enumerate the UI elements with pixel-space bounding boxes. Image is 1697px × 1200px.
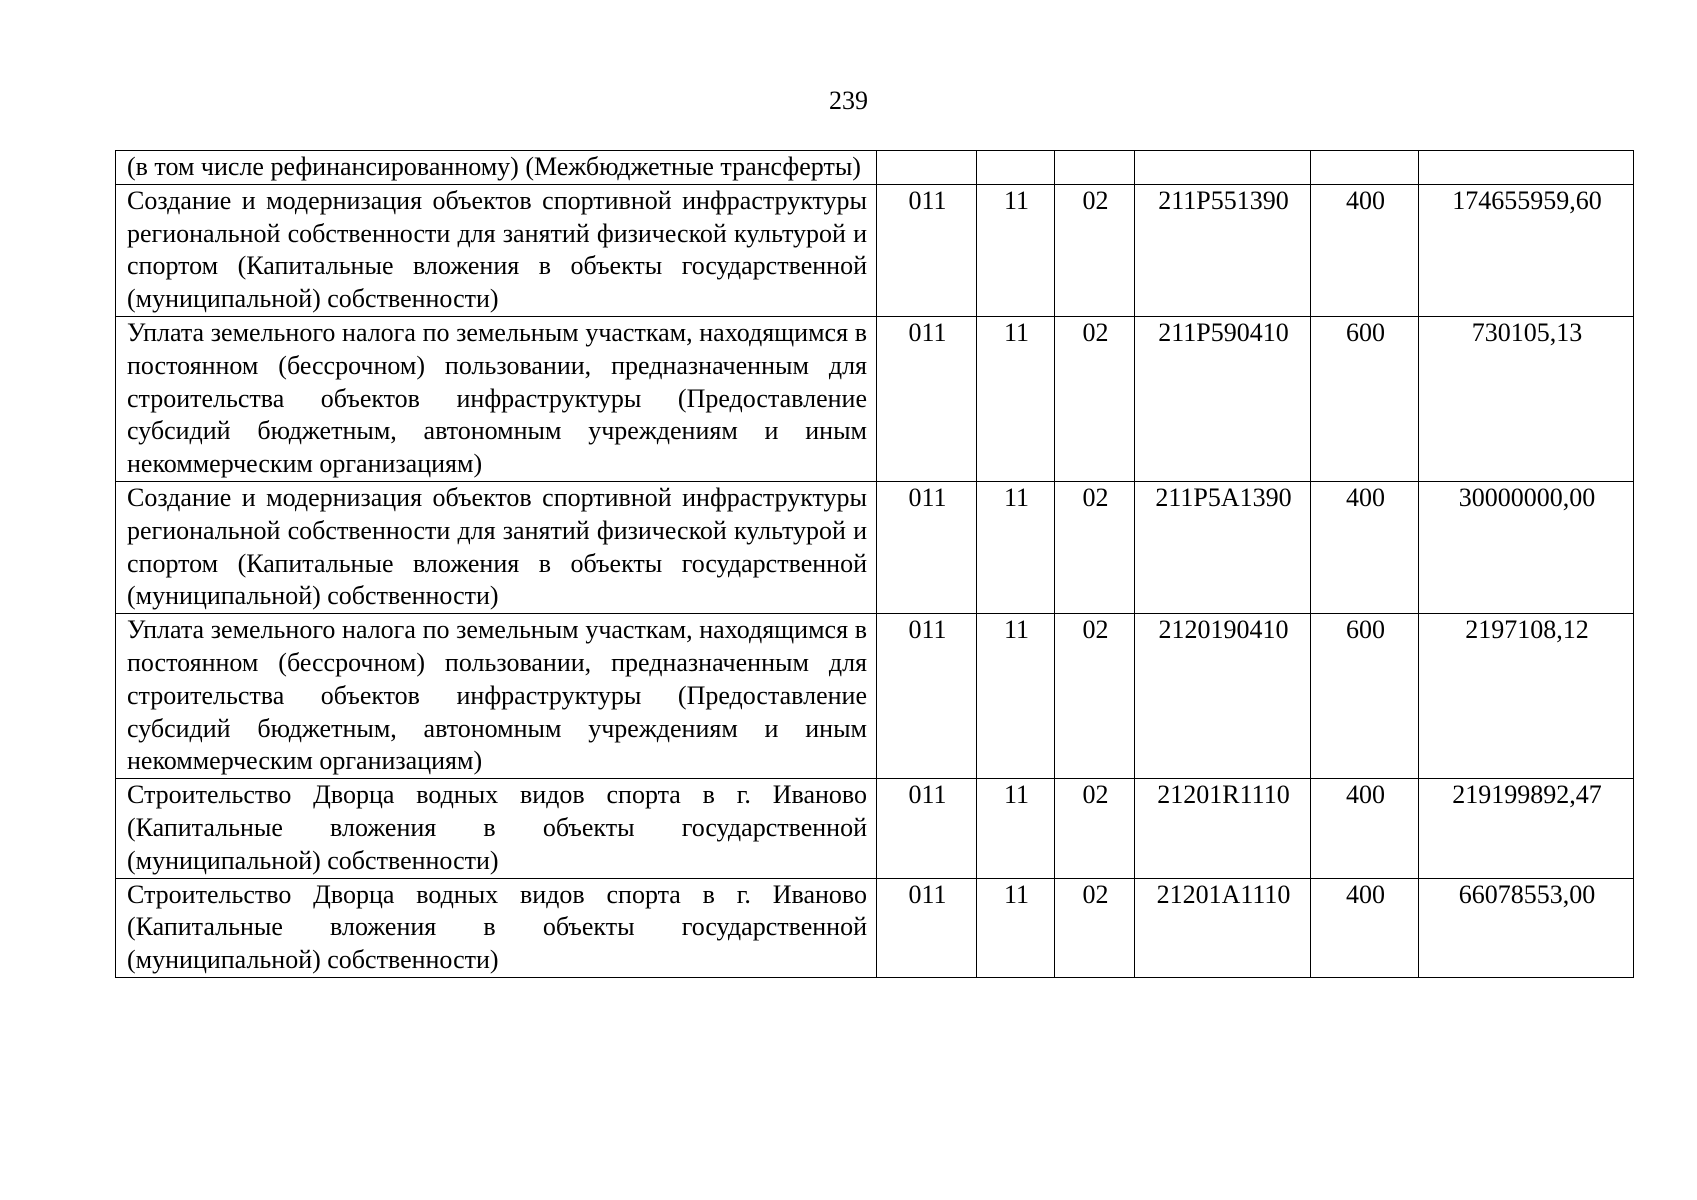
row-target-article-code: 21201A1110 <box>1135 878 1311 977</box>
row-subsection-code <box>1055 151 1135 185</box>
row-subsection-code: 02 <box>1055 614 1135 779</box>
row-description: (в том числе рефинансированному) (Межбюджетные трансферты) <box>116 151 877 185</box>
row-description: Строительство Дворца водных видов спорта в г. Иваново (Капитальные вложения в объекты государственной (муниципальной) собственности) <box>116 779 877 878</box>
row-target-article-code: 211P590410 <box>1135 316 1311 481</box>
row-ved-code: 011 <box>877 481 977 613</box>
row-subsection-code: 02 <box>1055 779 1135 878</box>
row-section-code: 11 <box>977 779 1055 878</box>
row-sum: 66078553,00 <box>1419 878 1634 977</box>
row-ved-code: 011 <box>877 184 977 316</box>
row-expense-type-code <box>1311 151 1419 185</box>
row-subsection-code: 02 <box>1055 481 1135 613</box>
table-row <box>116 481 1634 613</box>
row-section-code: 11 <box>977 481 1055 613</box>
row-section-code: 11 <box>977 614 1055 779</box>
row-expense-type-code: 400 <box>1311 184 1419 316</box>
row-ved-code: 011 <box>877 316 977 481</box>
row-description: Строительство Дворца водных видов спорта в г. Иваново (Капитальные вложения в объекты государственной (муниципальной) собственности) <box>116 878 877 977</box>
row-sum <box>1419 151 1634 185</box>
row-expense-type-code: 400 <box>1311 878 1419 977</box>
budget-table <box>115 150 1634 978</box>
row-description: Создание и модернизация объектов спортивной инфраструктуры региональной собственности для занятий физической культурой и спортом (Капитальные вложения в объекты государственной (муниципальной) собственности) <box>116 481 877 613</box>
row-section-code <box>977 151 1055 185</box>
row-description: Уплата земельного налога по земельным участкам, находящимся в постоянном (бессрочном) пользовании, предназначенным для строительства объектов инфраструктуры (Предоставление субсидий бюджетным, автономным учреждениям и иным некоммерческим организациям) <box>116 614 877 779</box>
row-subsection-code: 02 <box>1055 878 1135 977</box>
row-ved-code: 011 <box>877 878 977 977</box>
table-row <box>116 316 1634 481</box>
row-subsection-code: 02 <box>1055 184 1135 316</box>
row-expense-type-code: 400 <box>1311 481 1419 613</box>
row-description: Уплата земельного налога по земельным участкам, находящимся в постоянном (бессрочном) пользовании, предназначенным для строительства объектов инфраструктуры (Предоставление субсидий бюджетным, автономным учреждениям и иным некоммерческим организациям) <box>116 316 877 481</box>
row-subsection-code: 02 <box>1055 316 1135 481</box>
row-sum: 730105,13 <box>1419 316 1634 481</box>
row-target-article-code: 211P5A1390 <box>1135 481 1311 613</box>
row-ved-code <box>877 151 977 185</box>
row-expense-type-code: 600 <box>1311 614 1419 779</box>
table-row <box>116 184 1634 316</box>
row-ved-code: 011 <box>877 779 977 878</box>
row-target-article-code <box>1135 151 1311 185</box>
row-section-code: 11 <box>977 316 1055 481</box>
row-target-article-code: 21201R1110 <box>1135 779 1311 878</box>
row-expense-type-code: 600 <box>1311 316 1419 481</box>
table-row <box>116 614 1634 779</box>
row-sum: 219199892,47 <box>1419 779 1634 878</box>
page-number: 239 <box>829 86 868 115</box>
row-description: Создание и модернизация объектов спортивной инфраструктуры региональной собственности для занятий физической культурой и спортом (Капитальные вложения в объекты государственной (муниципальной) собственности) <box>116 184 877 316</box>
row-sum: 30000000,00 <box>1419 481 1634 613</box>
row-target-article-code: 2120190410 <box>1135 614 1311 779</box>
table-row <box>116 151 1634 185</box>
row-ved-code: 011 <box>877 614 977 779</box>
row-section-code: 11 <box>977 878 1055 977</box>
table-row <box>116 779 1634 878</box>
table-row <box>116 878 1634 977</box>
row-target-article-code: 211P551390 <box>1135 184 1311 316</box>
row-section-code: 11 <box>977 184 1055 316</box>
row-sum: 2197108,12 <box>1419 614 1634 779</box>
row-sum: 174655959,60 <box>1419 184 1634 316</box>
row-expense-type-code: 400 <box>1311 779 1419 878</box>
